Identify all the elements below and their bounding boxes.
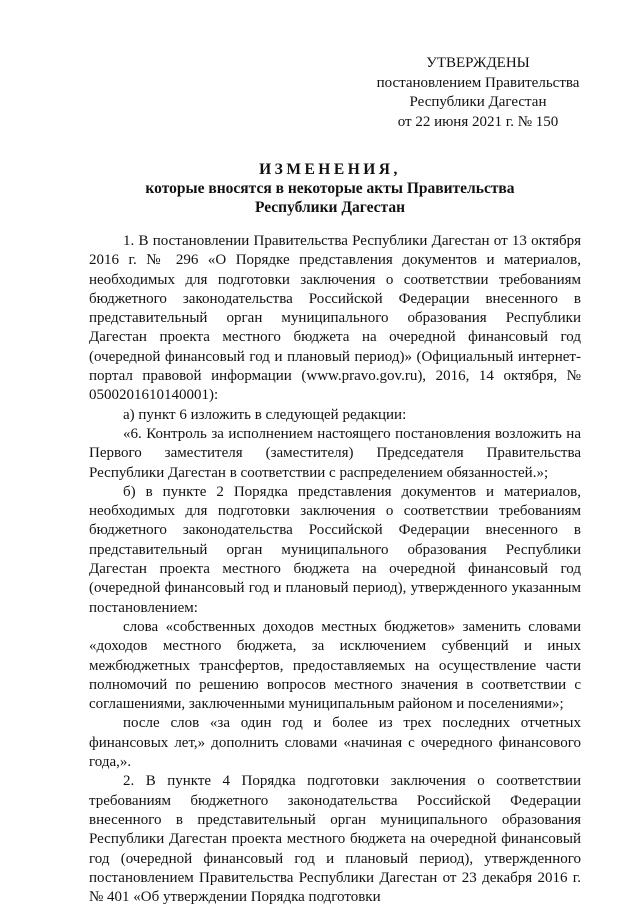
approval-line-decree: постановлением Правительства <box>376 74 580 91</box>
title-subtitle-line-1: которые вносятся в некоторые акты Правительства <box>145 180 515 197</box>
paragraph-item-2: 2. В пункте 4 Порядка подготовки заключения о соответствии требованиям бюджетного законодательства Российской Федерации внесенного в представительный орган муниципального образования Республики Дагестан проекта местного бюджета на очередной финансовый год (очередной финансовый год и плановый период), утвержденного постановлением Правительства Республики Дагестан от 23 декабря 2016 г. № 401 «Об утверждении Порядка подготовки <box>89 773 581 906</box>
paragraph-subitem-a: а) пункт 6 изложить в следующей редакции: <box>123 406 407 423</box>
approval-line-republic: Республики Дагестан <box>409 94 547 110</box>
approval-stamp <box>360 54 596 132</box>
approval-line-approved: УТВЕРЖДЕНЫ <box>426 55 530 71</box>
paragraph-subitem-b: б) в пункте 2 Порядка представления документов и материалов, необходимых для подготовки заключения о соответствии требованиям бюджетного законодательства Российской Федерации внесенного в представительный орган муниципального образования Республики Дагестан проекта местного бюджета на очередной финансовый год (очередной финансовый год и плановый период), утвержденного указанным постановлением: <box>89 483 581 616</box>
title-subtitle-line-2: Республики Дагестан <box>254 199 406 216</box>
title-heading: ИЗМЕНЕНИЯ, <box>259 161 401 178</box>
paragraph-item-1: 1. В постановлении Правительства Республики Дагестан от 13 октября 2016 г. № 296 «О Порядке представления документов и материалов, необходимых для подготовки заключения о соответствии требованиям бюджетного законодательства Российской Федерации внесенного в представительный орган муниципального образования Республики Дагестан проекта местного бюджета на очередной финансовый год (очередной финансовый год и плановый период)» (Официальный интернет-портал правовой информации (www.pravo.gov.ru), 2016, 14 октября, № 0500201610140001): <box>89 233 581 404</box>
paragraph-replace-words: слова «собственных доходов местных бюджетов» заменить словами «доходов местного бюджета, за исключением субвенций и иных межбюджетных трансфертов, предоставляемых на осуществление части полномочий по решению вопросов местного значения в соответствии с соглашениями, заключенными муниципальным районом и поселениями»; <box>89 618 581 713</box>
document-title <box>60 160 600 217</box>
approval-line-date: от 22 июня 2021 г. № 150 <box>397 113 559 130</box>
document-body <box>89 232 581 907</box>
paragraph-quote-item-6: «6. Контроль за исполнением настоящего постановления возложить на Первого заместителя (заместителя) Председателя Правительства Республики Дагестан в соответствии с распределением обязанностей.»; <box>89 425 581 481</box>
paragraph-add-words: после слов «за один год и более из трех последних отчетных финансовых лет,» дополнить словами «начиная с очередного финансового года,». <box>89 715 581 771</box>
